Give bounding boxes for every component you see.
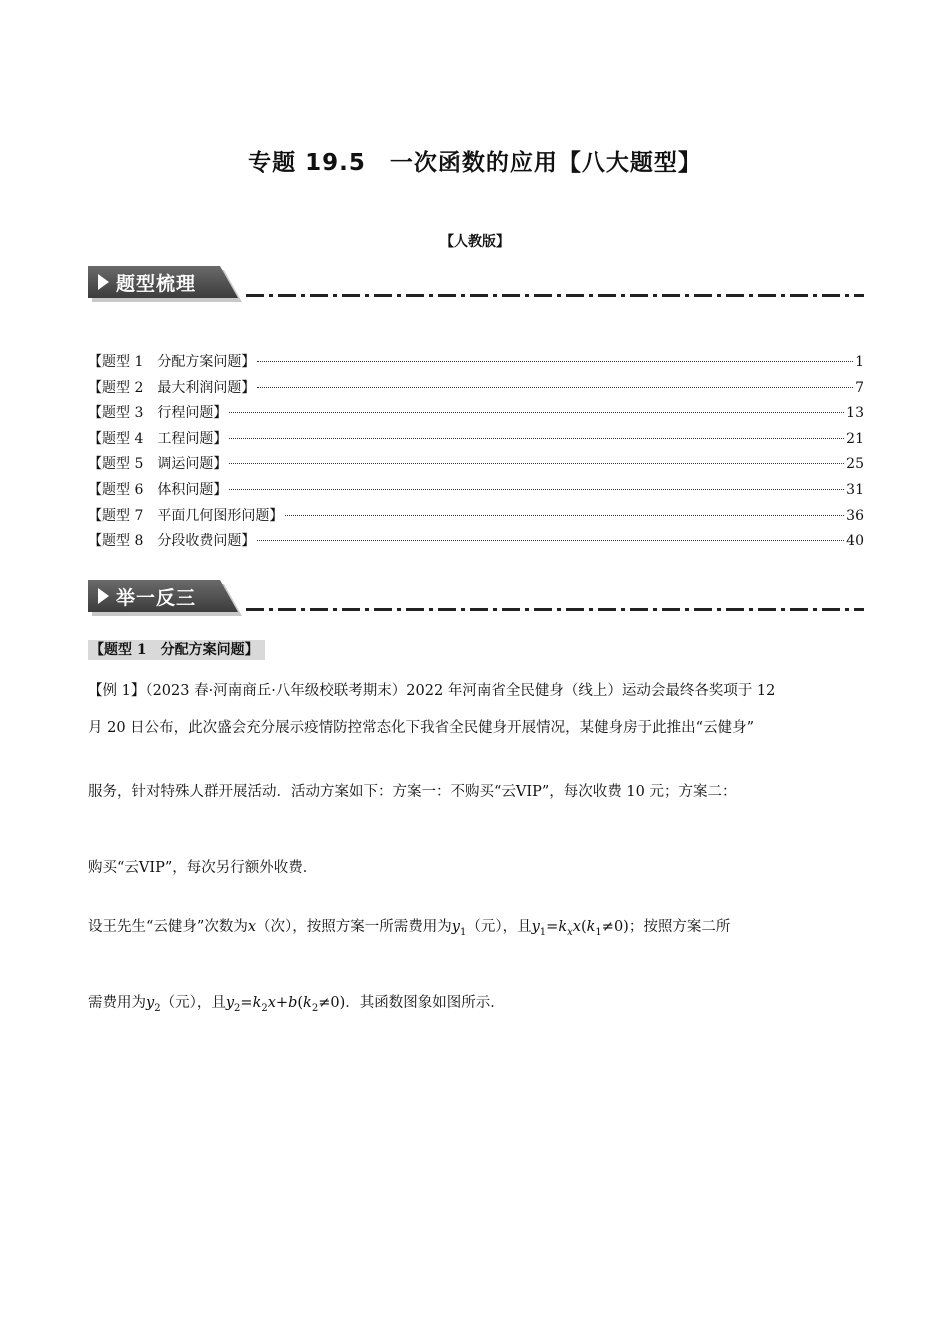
toc-entry-page: 40 bbox=[846, 533, 864, 550]
math-x: x bbox=[247, 919, 257, 935]
toc-entry-page: 36 bbox=[846, 507, 864, 524]
toc-leader-dots bbox=[229, 438, 844, 439]
text-fragment: ．其函数图象如图所示． bbox=[345, 995, 505, 1011]
text-fragment: （元），且 bbox=[466, 919, 532, 935]
toc-entry-label: 【题型 5 调运问题】 bbox=[88, 456, 228, 473]
toc-leader-dots bbox=[285, 515, 844, 516]
toc-entry[interactable] bbox=[88, 529, 864, 555]
banner-practice-text: 举一反三 bbox=[116, 587, 197, 609]
dash-dot-line bbox=[246, 608, 864, 611]
toc-entry-page: 21 bbox=[846, 430, 864, 447]
example-line-5 bbox=[88, 915, 864, 938]
toc-entry[interactable] bbox=[88, 376, 864, 402]
example-line-3: 服务，针对特殊人群开展活动．活动方案如下：方案一：不购买“云VIP”，每次收费 10 元；方案二： bbox=[88, 784, 737, 800]
toc-leader-dots bbox=[257, 540, 844, 541]
toc-leader-dots bbox=[229, 412, 844, 413]
toc-entry-page: 25 bbox=[846, 456, 864, 473]
edition-label: 【人教版】 bbox=[440, 234, 510, 250]
toc-entry-label: 【题型 6 体积问题】 bbox=[88, 481, 228, 498]
page-title: 专题 19.5 一次函数的应用【八大题型】 bbox=[248, 150, 702, 176]
text-fragment: 需费用为 bbox=[88, 995, 146, 1011]
toc-entry-page: 1 bbox=[855, 354, 864, 370]
toc-entry-label: 【题型 4 工程问题】 bbox=[88, 430, 228, 447]
toc-entry[interactable] bbox=[88, 350, 864, 376]
math-y2: $y_2$ bbox=[146, 995, 161, 1014]
toc-entry[interactable] bbox=[88, 401, 864, 427]
banner-toc-text: 题型梳理 bbox=[116, 273, 197, 295]
toc-leader-dots bbox=[229, 489, 844, 490]
text-fragment: （次），按照方案一所需费用为 bbox=[256, 919, 452, 935]
math-equation-2: $y_2=k_2x+b(k_2\ne 0)$ bbox=[225, 995, 346, 1014]
toc-entry-page: 13 bbox=[846, 405, 864, 422]
toc-entry-label: 【题型 1 分配方案问题】 bbox=[88, 354, 256, 370]
toc-entry[interactable] bbox=[88, 452, 864, 478]
table-of-contents bbox=[88, 350, 864, 555]
example-line-4: 购买“云VIP”，每次另行额外收费． bbox=[88, 860, 318, 876]
toc-entry-page: 7 bbox=[855, 379, 864, 396]
toc-leader-dots bbox=[257, 387, 853, 388]
toc-entry-label: 【题型 3 行程问题】 bbox=[88, 405, 228, 422]
toc-leader-dots bbox=[229, 463, 844, 464]
section-tag: 【题型 1 分配方案问题】 bbox=[88, 640, 265, 660]
math-equation-1: $y_1=k_xx(k_1\ne 0)$ bbox=[531, 919, 629, 938]
play-arrow-icon bbox=[98, 274, 109, 290]
banner-toc bbox=[88, 266, 864, 306]
text-fragment: ；按照方案二所 bbox=[628, 919, 731, 935]
text-fragment: 设王先生“云健身”次数为 bbox=[88, 919, 248, 935]
text-fragment: （元），且 bbox=[160, 995, 226, 1011]
toc-entry-label: 【题型 2 最大利润问题】 bbox=[88, 379, 256, 396]
math-y1: $y_1$ bbox=[451, 919, 467, 938]
example-line-1: 【例 1】（2023 春·河南商丘·八年级校联考期末）2022 年河南省全民健身（线上）运动会最终各奖项于 12 bbox=[88, 683, 776, 699]
dash-dot-line bbox=[246, 294, 864, 297]
toc-entry-label: 【题型 7 平面几何图形问题】 bbox=[88, 507, 284, 524]
toc-entry[interactable] bbox=[88, 504, 864, 530]
toc-entry[interactable] bbox=[88, 427, 864, 453]
example-line-6 bbox=[88, 991, 864, 1014]
toc-entry[interactable] bbox=[88, 478, 864, 504]
example-line-2: 月 20 日公布，此次盛会充分展示疫情防控常态化下我省全民健身开展情况，某健身房于此推出“云健身” bbox=[88, 720, 754, 736]
toc-entry-page: 31 bbox=[846, 481, 864, 498]
toc-entry-label: 【题型 8 分段收费问题】 bbox=[88, 533, 256, 550]
toc-leader-dots bbox=[257, 361, 853, 362]
banner-practice bbox=[88, 580, 864, 620]
play-arrow-icon bbox=[98, 588, 109, 604]
